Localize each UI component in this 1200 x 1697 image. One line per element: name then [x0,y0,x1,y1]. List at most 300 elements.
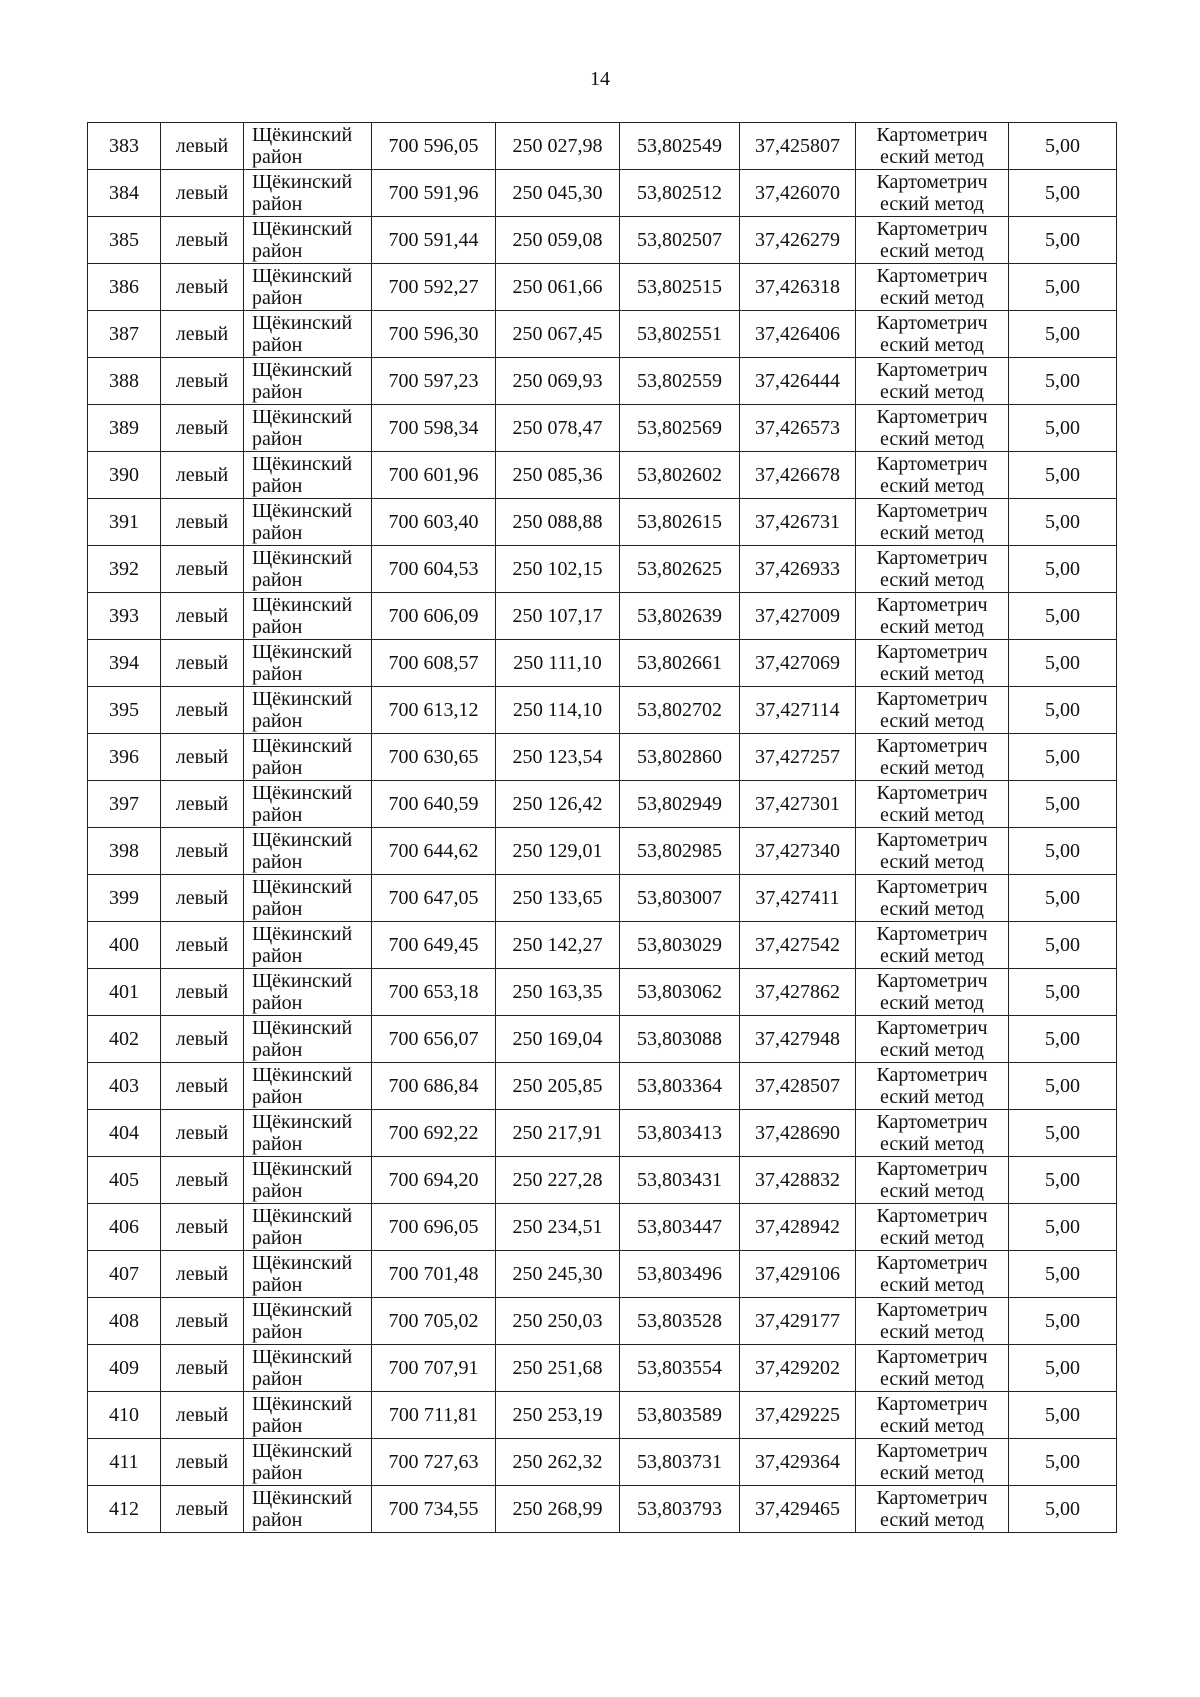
accuracy-cell: 5,00 [1009,1392,1117,1439]
latitude-cell: 53,802702 [620,687,740,734]
y-coordinate-cell: 250 268,99 [496,1486,620,1533]
y-coordinate-cell: 250 114,10 [496,687,620,734]
side-cell: левый [161,1439,244,1486]
x-coordinate-cell: 700 591,96 [372,170,496,217]
latitude-cell: 53,803364 [620,1063,740,1110]
longitude-cell: 37,429177 [740,1298,856,1345]
x-coordinate-cell: 700 705,02 [372,1298,496,1345]
row-number-cell: 403 [88,1063,161,1110]
row-number-cell: 397 [88,781,161,828]
table-row [88,1204,1117,1251]
longitude-cell: 37,429465 [740,1486,856,1533]
latitude-cell: 53,802569 [620,405,740,452]
y-coordinate-cell: 250 217,91 [496,1110,620,1157]
latitude-cell: 53,803589 [620,1392,740,1439]
table-row [88,922,1117,969]
row-number-cell: 411 [88,1439,161,1486]
side-cell: левый [161,405,244,452]
latitude-cell: 53,803088 [620,1016,740,1063]
x-coordinate-cell: 700 640,59 [372,781,496,828]
district-cell: Щёкинский район [244,1110,372,1157]
table-row [88,452,1117,499]
district-cell: Щёкинский район [244,1392,372,1439]
district-cell: Щёкинский район [244,264,372,311]
y-coordinate-cell: 250 085,36 [496,452,620,499]
side-cell: левый [161,1063,244,1110]
longitude-cell: 37,429106 [740,1251,856,1298]
y-coordinate-cell: 250 045,30 [496,170,620,217]
row-number-cell: 399 [88,875,161,922]
row-number-cell: 398 [88,828,161,875]
table-row [88,593,1117,640]
method-cell: Картометрич еский метод [856,1345,1009,1392]
table-row [88,969,1117,1016]
side-cell: левый [161,687,244,734]
row-number-cell: 393 [88,593,161,640]
longitude-cell: 37,427009 [740,593,856,640]
table-row [88,546,1117,593]
latitude-cell: 53,803431 [620,1157,740,1204]
method-cell: Картометрич еский метод [856,1110,1009,1157]
side-cell: левый [161,546,244,593]
accuracy-cell: 5,00 [1009,1016,1117,1063]
method-cell: Картометрич еский метод [856,828,1009,875]
y-coordinate-cell: 250 205,85 [496,1063,620,1110]
y-coordinate-cell: 250 078,47 [496,405,620,452]
longitude-cell: 37,426318 [740,264,856,311]
table-row [88,687,1117,734]
table-row [88,123,1117,170]
side-cell: левый [161,922,244,969]
row-number-cell: 406 [88,1204,161,1251]
longitude-cell: 37,427862 [740,969,856,1016]
longitude-cell: 37,427114 [740,687,856,734]
y-coordinate-cell: 250 169,04 [496,1016,620,1063]
y-coordinate-cell: 250 027,98 [496,123,620,170]
table-row [88,828,1117,875]
accuracy-cell: 5,00 [1009,1251,1117,1298]
y-coordinate-cell: 250 102,15 [496,546,620,593]
longitude-cell: 37,429364 [740,1439,856,1486]
district-cell: Щёкинский район [244,969,372,1016]
x-coordinate-cell: 700 644,62 [372,828,496,875]
latitude-cell: 53,802559 [620,358,740,405]
x-coordinate-cell: 700 696,05 [372,1204,496,1251]
side-cell: левый [161,828,244,875]
latitude-cell: 53,802860 [620,734,740,781]
table-row [88,1392,1117,1439]
latitude-cell: 53,803496 [620,1251,740,1298]
longitude-cell: 37,427257 [740,734,856,781]
row-number-cell: 385 [88,217,161,264]
accuracy-cell: 5,00 [1009,593,1117,640]
latitude-cell: 53,803062 [620,969,740,1016]
method-cell: Картометрич еский метод [856,1251,1009,1298]
longitude-cell: 37,428690 [740,1110,856,1157]
accuracy-cell: 5,00 [1009,1110,1117,1157]
side-cell: левый [161,217,244,264]
table-row [88,264,1117,311]
method-cell: Картометрич еский метод [856,1204,1009,1251]
district-cell: Щёкинский район [244,593,372,640]
accuracy-cell: 5,00 [1009,264,1117,311]
method-cell: Картометрич еский метод [856,264,1009,311]
district-cell: Щёкинский район [244,1251,372,1298]
x-coordinate-cell: 700 647,05 [372,875,496,922]
longitude-cell: 37,429225 [740,1392,856,1439]
latitude-cell: 53,803528 [620,1298,740,1345]
latitude-cell: 53,802549 [620,123,740,170]
method-cell: Картометрич еский метод [856,1157,1009,1204]
accuracy-cell: 5,00 [1009,922,1117,969]
row-number-cell: 404 [88,1110,161,1157]
x-coordinate-cell: 700 734,55 [372,1486,496,1533]
district-cell: Щёкинский район [244,452,372,499]
district-cell: Щёкинский район [244,1157,372,1204]
x-coordinate-cell: 700 601,96 [372,452,496,499]
district-cell: Щёкинский район [244,734,372,781]
table-row [88,1016,1117,1063]
longitude-cell: 37,427948 [740,1016,856,1063]
table-row [88,1345,1117,1392]
latitude-cell: 53,802507 [620,217,740,264]
side-cell: левый [161,781,244,828]
method-cell: Картометрич еский метод [856,1298,1009,1345]
method-cell: Картометрич еский метод [856,922,1009,969]
latitude-cell: 53,802615 [620,499,740,546]
longitude-cell: 37,427069 [740,640,856,687]
x-coordinate-cell: 700 727,63 [372,1439,496,1486]
table-row [88,1486,1117,1533]
y-coordinate-cell: 250 245,30 [496,1251,620,1298]
x-coordinate-cell: 700 592,27 [372,264,496,311]
latitude-cell: 53,802602 [620,452,740,499]
x-coordinate-cell: 700 596,05 [372,123,496,170]
side-cell: левый [161,1110,244,1157]
accuracy-cell: 5,00 [1009,781,1117,828]
side-cell: левый [161,499,244,546]
accuracy-cell: 5,00 [1009,1439,1117,1486]
table-row [88,781,1117,828]
y-coordinate-cell: 250 234,51 [496,1204,620,1251]
row-number-cell: 396 [88,734,161,781]
accuracy-cell: 5,00 [1009,170,1117,217]
x-coordinate-cell: 700 598,34 [372,405,496,452]
side-cell: левый [161,593,244,640]
longitude-cell: 37,426573 [740,405,856,452]
x-coordinate-cell: 700 707,91 [372,1345,496,1392]
x-coordinate-cell: 700 649,45 [372,922,496,969]
coordinates-table [87,122,1117,1533]
accuracy-cell: 5,00 [1009,1345,1117,1392]
table-row [88,1298,1117,1345]
latitude-cell: 53,802625 [620,546,740,593]
side-cell: левый [161,1298,244,1345]
side-cell: левый [161,1204,244,1251]
accuracy-cell: 5,00 [1009,1298,1117,1345]
x-coordinate-cell: 700 604,53 [372,546,496,593]
row-number-cell: 410 [88,1392,161,1439]
x-coordinate-cell: 700 608,57 [372,640,496,687]
latitude-cell: 53,803007 [620,875,740,922]
method-cell: Картометрич еский метод [856,1392,1009,1439]
y-coordinate-cell: 250 061,66 [496,264,620,311]
district-cell: Щёкинский район [244,875,372,922]
method-cell: Картометрич еский метод [856,781,1009,828]
method-cell: Картометрич еский метод [856,452,1009,499]
side-cell: левый [161,452,244,499]
method-cell: Картометрич еский метод [856,405,1009,452]
side-cell: левый [161,311,244,358]
side-cell: левый [161,1157,244,1204]
latitude-cell: 53,802639 [620,593,740,640]
x-coordinate-cell: 700 596,30 [372,311,496,358]
method-cell: Картометрич еский метод [856,123,1009,170]
table-row [88,1063,1117,1110]
x-coordinate-cell: 700 597,23 [372,358,496,405]
row-number-cell: 392 [88,546,161,593]
method-cell: Картометрич еский метод [856,358,1009,405]
district-cell: Щёкинский район [244,1016,372,1063]
y-coordinate-cell: 250 067,45 [496,311,620,358]
side-cell: левый [161,640,244,687]
x-coordinate-cell: 700 630,65 [372,734,496,781]
longitude-cell: 37,426731 [740,499,856,546]
table-row [88,875,1117,922]
x-coordinate-cell: 700 711,81 [372,1392,496,1439]
y-coordinate-cell: 250 251,68 [496,1345,620,1392]
accuracy-cell: 5,00 [1009,969,1117,1016]
side-cell: левый [161,1251,244,1298]
side-cell: левый [161,358,244,405]
district-cell: Щёкинский район [244,687,372,734]
y-coordinate-cell: 250 111,10 [496,640,620,687]
y-coordinate-cell: 250 227,28 [496,1157,620,1204]
accuracy-cell: 5,00 [1009,217,1117,264]
longitude-cell: 37,427340 [740,828,856,875]
longitude-cell: 37,425807 [740,123,856,170]
y-coordinate-cell: 250 126,42 [496,781,620,828]
x-coordinate-cell: 700 613,12 [372,687,496,734]
district-cell: Щёкинский район [244,1345,372,1392]
district-cell: Щёкинский район [244,311,372,358]
side-cell: левый [161,1486,244,1533]
y-coordinate-cell: 250 250,03 [496,1298,620,1345]
row-number-cell: 402 [88,1016,161,1063]
method-cell: Картометрич еский метод [856,1016,1009,1063]
latitude-cell: 53,803793 [620,1486,740,1533]
latitude-cell: 53,803447 [620,1204,740,1251]
method-cell: Картометрич еский метод [856,640,1009,687]
longitude-cell: 37,428507 [740,1063,856,1110]
table-row [88,640,1117,687]
table-row [88,1439,1117,1486]
accuracy-cell: 5,00 [1009,358,1117,405]
district-cell: Щёкинский район [244,640,372,687]
accuracy-cell: 5,00 [1009,499,1117,546]
x-coordinate-cell: 700 694,20 [372,1157,496,1204]
side-cell: левый [161,1345,244,1392]
row-number-cell: 387 [88,311,161,358]
y-coordinate-cell: 250 107,17 [496,593,620,640]
method-cell: Картометрич еский метод [856,734,1009,781]
accuracy-cell: 5,00 [1009,734,1117,781]
method-cell: Картометрич еский метод [856,311,1009,358]
district-cell: Щёкинский район [244,1204,372,1251]
longitude-cell: 37,427411 [740,875,856,922]
y-coordinate-cell: 250 133,65 [496,875,620,922]
longitude-cell: 37,428832 [740,1157,856,1204]
y-coordinate-cell: 250 123,54 [496,734,620,781]
table-row [88,405,1117,452]
longitude-cell: 37,426070 [740,170,856,217]
x-coordinate-cell: 700 701,48 [372,1251,496,1298]
latitude-cell: 53,802512 [620,170,740,217]
district-cell: Щёкинский район [244,781,372,828]
side-cell: левый [161,969,244,1016]
table-row [88,1157,1117,1204]
page-number: 14 [590,68,610,90]
row-number-cell: 389 [88,405,161,452]
y-coordinate-cell: 250 059,08 [496,217,620,264]
longitude-cell: 37,427542 [740,922,856,969]
table-row [88,170,1117,217]
y-coordinate-cell: 250 163,35 [496,969,620,1016]
row-number-cell: 400 [88,922,161,969]
y-coordinate-cell: 250 088,88 [496,499,620,546]
row-number-cell: 383 [88,123,161,170]
district-cell: Щёкинский район [244,1439,372,1486]
method-cell: Картометрич еский метод [856,1486,1009,1533]
method-cell: Картометрич еский метод [856,546,1009,593]
row-number-cell: 405 [88,1157,161,1204]
row-number-cell: 394 [88,640,161,687]
row-number-cell: 390 [88,452,161,499]
district-cell: Щёкинский район [244,405,372,452]
method-cell: Картометрич еский метод [856,170,1009,217]
x-coordinate-cell: 700 603,40 [372,499,496,546]
row-number-cell: 391 [88,499,161,546]
accuracy-cell: 5,00 [1009,828,1117,875]
x-coordinate-cell: 700 653,18 [372,969,496,1016]
side-cell: левый [161,123,244,170]
method-cell: Картометрич еский метод [856,217,1009,264]
table-row [88,734,1117,781]
row-number-cell: 384 [88,170,161,217]
accuracy-cell: 5,00 [1009,1204,1117,1251]
district-cell: Щёкинский район [244,1063,372,1110]
longitude-cell: 37,426279 [740,217,856,264]
table-row [88,358,1117,405]
district-cell: Щёкинский район [244,499,372,546]
row-number-cell: 412 [88,1486,161,1533]
row-number-cell: 407 [88,1251,161,1298]
table-row [88,499,1117,546]
side-cell: левый [161,264,244,311]
longitude-cell: 37,426406 [740,311,856,358]
table-row [88,1110,1117,1157]
row-number-cell: 401 [88,969,161,1016]
latitude-cell: 53,802985 [620,828,740,875]
district-cell: Щёкинский район [244,358,372,405]
side-cell: левый [161,1392,244,1439]
district-cell: Щёкинский район [244,217,372,264]
y-coordinate-cell: 250 262,32 [496,1439,620,1486]
accuracy-cell: 5,00 [1009,687,1117,734]
method-cell: Картометрич еский метод [856,499,1009,546]
latitude-cell: 53,802661 [620,640,740,687]
table-row [88,217,1117,264]
accuracy-cell: 5,00 [1009,546,1117,593]
side-cell: левый [161,875,244,922]
latitude-cell: 53,802949 [620,781,740,828]
method-cell: Картометрич еский метод [856,1439,1009,1486]
accuracy-cell: 5,00 [1009,640,1117,687]
accuracy-cell: 5,00 [1009,1486,1117,1533]
row-number-cell: 409 [88,1345,161,1392]
x-coordinate-cell: 700 606,09 [372,593,496,640]
longitude-cell: 37,426678 [740,452,856,499]
latitude-cell: 53,802551 [620,311,740,358]
district-cell: Щёкинский район [244,922,372,969]
district-cell: Щёкинский район [244,546,372,593]
table-body [88,123,1117,1533]
accuracy-cell: 5,00 [1009,311,1117,358]
row-number-cell: 408 [88,1298,161,1345]
district-cell: Щёкинский район [244,123,372,170]
y-coordinate-cell: 250 069,93 [496,358,620,405]
accuracy-cell: 5,00 [1009,875,1117,922]
longitude-cell: 37,429202 [740,1345,856,1392]
latitude-cell: 53,803413 [620,1110,740,1157]
latitude-cell: 53,803731 [620,1439,740,1486]
accuracy-cell: 5,00 [1009,405,1117,452]
district-cell: Щёкинский район [244,1486,372,1533]
district-cell: Щёкинский район [244,828,372,875]
x-coordinate-cell: 700 591,44 [372,217,496,264]
row-number-cell: 388 [88,358,161,405]
y-coordinate-cell: 250 142,27 [496,922,620,969]
x-coordinate-cell: 700 656,07 [372,1016,496,1063]
longitude-cell: 37,426444 [740,358,856,405]
x-coordinate-cell: 700 692,22 [372,1110,496,1157]
method-cell: Картометрич еский метод [856,1063,1009,1110]
latitude-cell: 53,803554 [620,1345,740,1392]
district-cell: Щёкинский район [244,1298,372,1345]
method-cell: Картометрич еский метод [856,593,1009,640]
accuracy-cell: 5,00 [1009,1063,1117,1110]
longitude-cell: 37,426933 [740,546,856,593]
longitude-cell: 37,428942 [740,1204,856,1251]
row-number-cell: 395 [88,687,161,734]
row-number-cell: 386 [88,264,161,311]
accuracy-cell: 5,00 [1009,123,1117,170]
table-row [88,1251,1117,1298]
accuracy-cell: 5,00 [1009,1157,1117,1204]
side-cell: левый [161,170,244,217]
district-cell: Щёкинский район [244,170,372,217]
y-coordinate-cell: 250 129,01 [496,828,620,875]
method-cell: Картометрич еский метод [856,969,1009,1016]
accuracy-cell: 5,00 [1009,452,1117,499]
latitude-cell: 53,802515 [620,264,740,311]
method-cell: Картометрич еский метод [856,687,1009,734]
x-coordinate-cell: 700 686,84 [372,1063,496,1110]
side-cell: левый [161,1016,244,1063]
longitude-cell: 37,427301 [740,781,856,828]
latitude-cell: 53,803029 [620,922,740,969]
method-cell: Картометрич еский метод [856,875,1009,922]
